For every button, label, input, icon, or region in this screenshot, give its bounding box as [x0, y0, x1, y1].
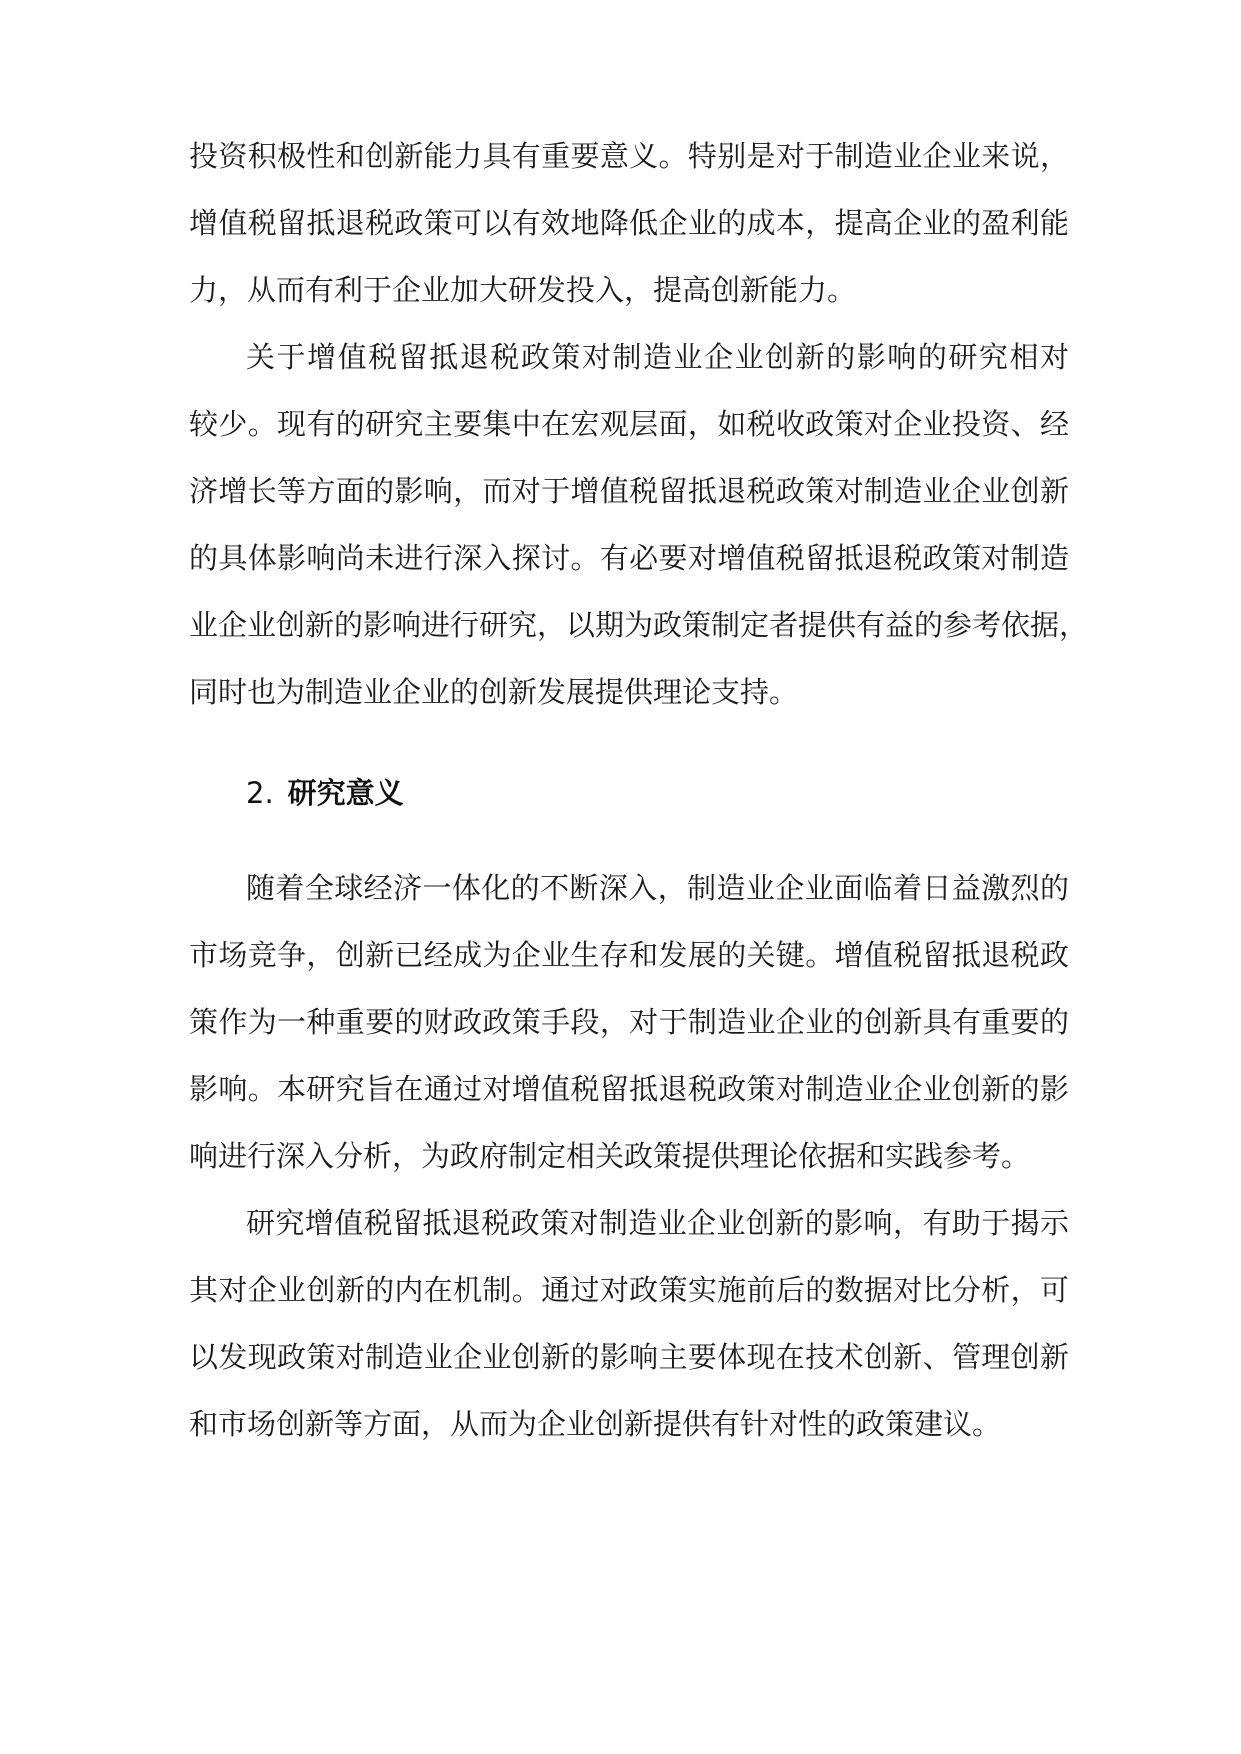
paragraph-2-line-6: 同时也为制造业企业的创新发展提供理论支持。	[189, 675, 799, 709]
paragraph-3-line-5: 响进行深入分析，为政府制定相关政策提供理论依据和实践参考。	[189, 1139, 1031, 1173]
section-title: 研究意义	[287, 776, 404, 810]
paragraph-3-line-1: 随着全球经济一体化的不断深入，制造业企业面临着日益激烈的	[246, 871, 1069, 905]
paragraph-1-line-1: 投资积极性和创新能力具有重要意义。特别是对于制造业企业来说，	[189, 139, 1069, 173]
paragraph-4-line-3: 以发现政策对制造业企业创新的影响主要体现在技术创新、管理创新	[189, 1340, 1069, 1374]
paragraph-4-line-1: 研究增值税留抵退税政策对制造业企业创新的影响，有助于揭示	[246, 1206, 1069, 1240]
paragraph-2-line-4: 的具体影响尚未进行深入探讨。有必要对增值税留抵退税政策对制造	[189, 541, 1069, 575]
paragraph-2-line-3: 济增长等方面的影响，而对于增值税留抵退税政策对制造业企业创新	[189, 474, 1069, 508]
paragraph-3-line-3: 策作为一种重要的财政政策手段，对于制造业企业的创新具有重要的	[189, 1005, 1069, 1039]
paragraph-2-line-1: 关于增值税留抵退税政策对制造业企业创新的影响的研究相对	[246, 340, 1069, 374]
paragraph-4-line-2: 其对企业创新的内在机制。通过对政策实施前后的数据对比分析，可	[189, 1273, 1069, 1307]
section-heading	[246, 763, 404, 823]
paragraph-3-line-2: 市场竞争，创新已经成为企业生存和发展的关键。增值税留抵退税政	[189, 938, 1069, 972]
paragraph-2-line-5: 业企业创新的影响进行研究，以期为政策制定者提供有益的参考依据，	[189, 608, 1089, 642]
paragraph-3-line-4: 影响。本研究旨在通过对增值税留抵退税政策对制造业企业创新的影	[189, 1072, 1069, 1106]
paragraph-1-line-2: 增值税留抵退税政策可以有效地降低企业的成本，提高企业的盈利能	[189, 206, 1069, 240]
section-number: 2.	[246, 776, 274, 810]
paragraph-4-line-4: 和市场创新等方面，从而为企业创新提供有针对性的政策建议。	[189, 1407, 1002, 1441]
paragraph-2-line-2: 较少。现有的研究主要集中在宏观层面，如税收政策对企业投资、经	[189, 407, 1069, 441]
paragraph-1-line-3: 力，从而有利于企业加大研发投入，提高创新能力。	[189, 273, 857, 307]
